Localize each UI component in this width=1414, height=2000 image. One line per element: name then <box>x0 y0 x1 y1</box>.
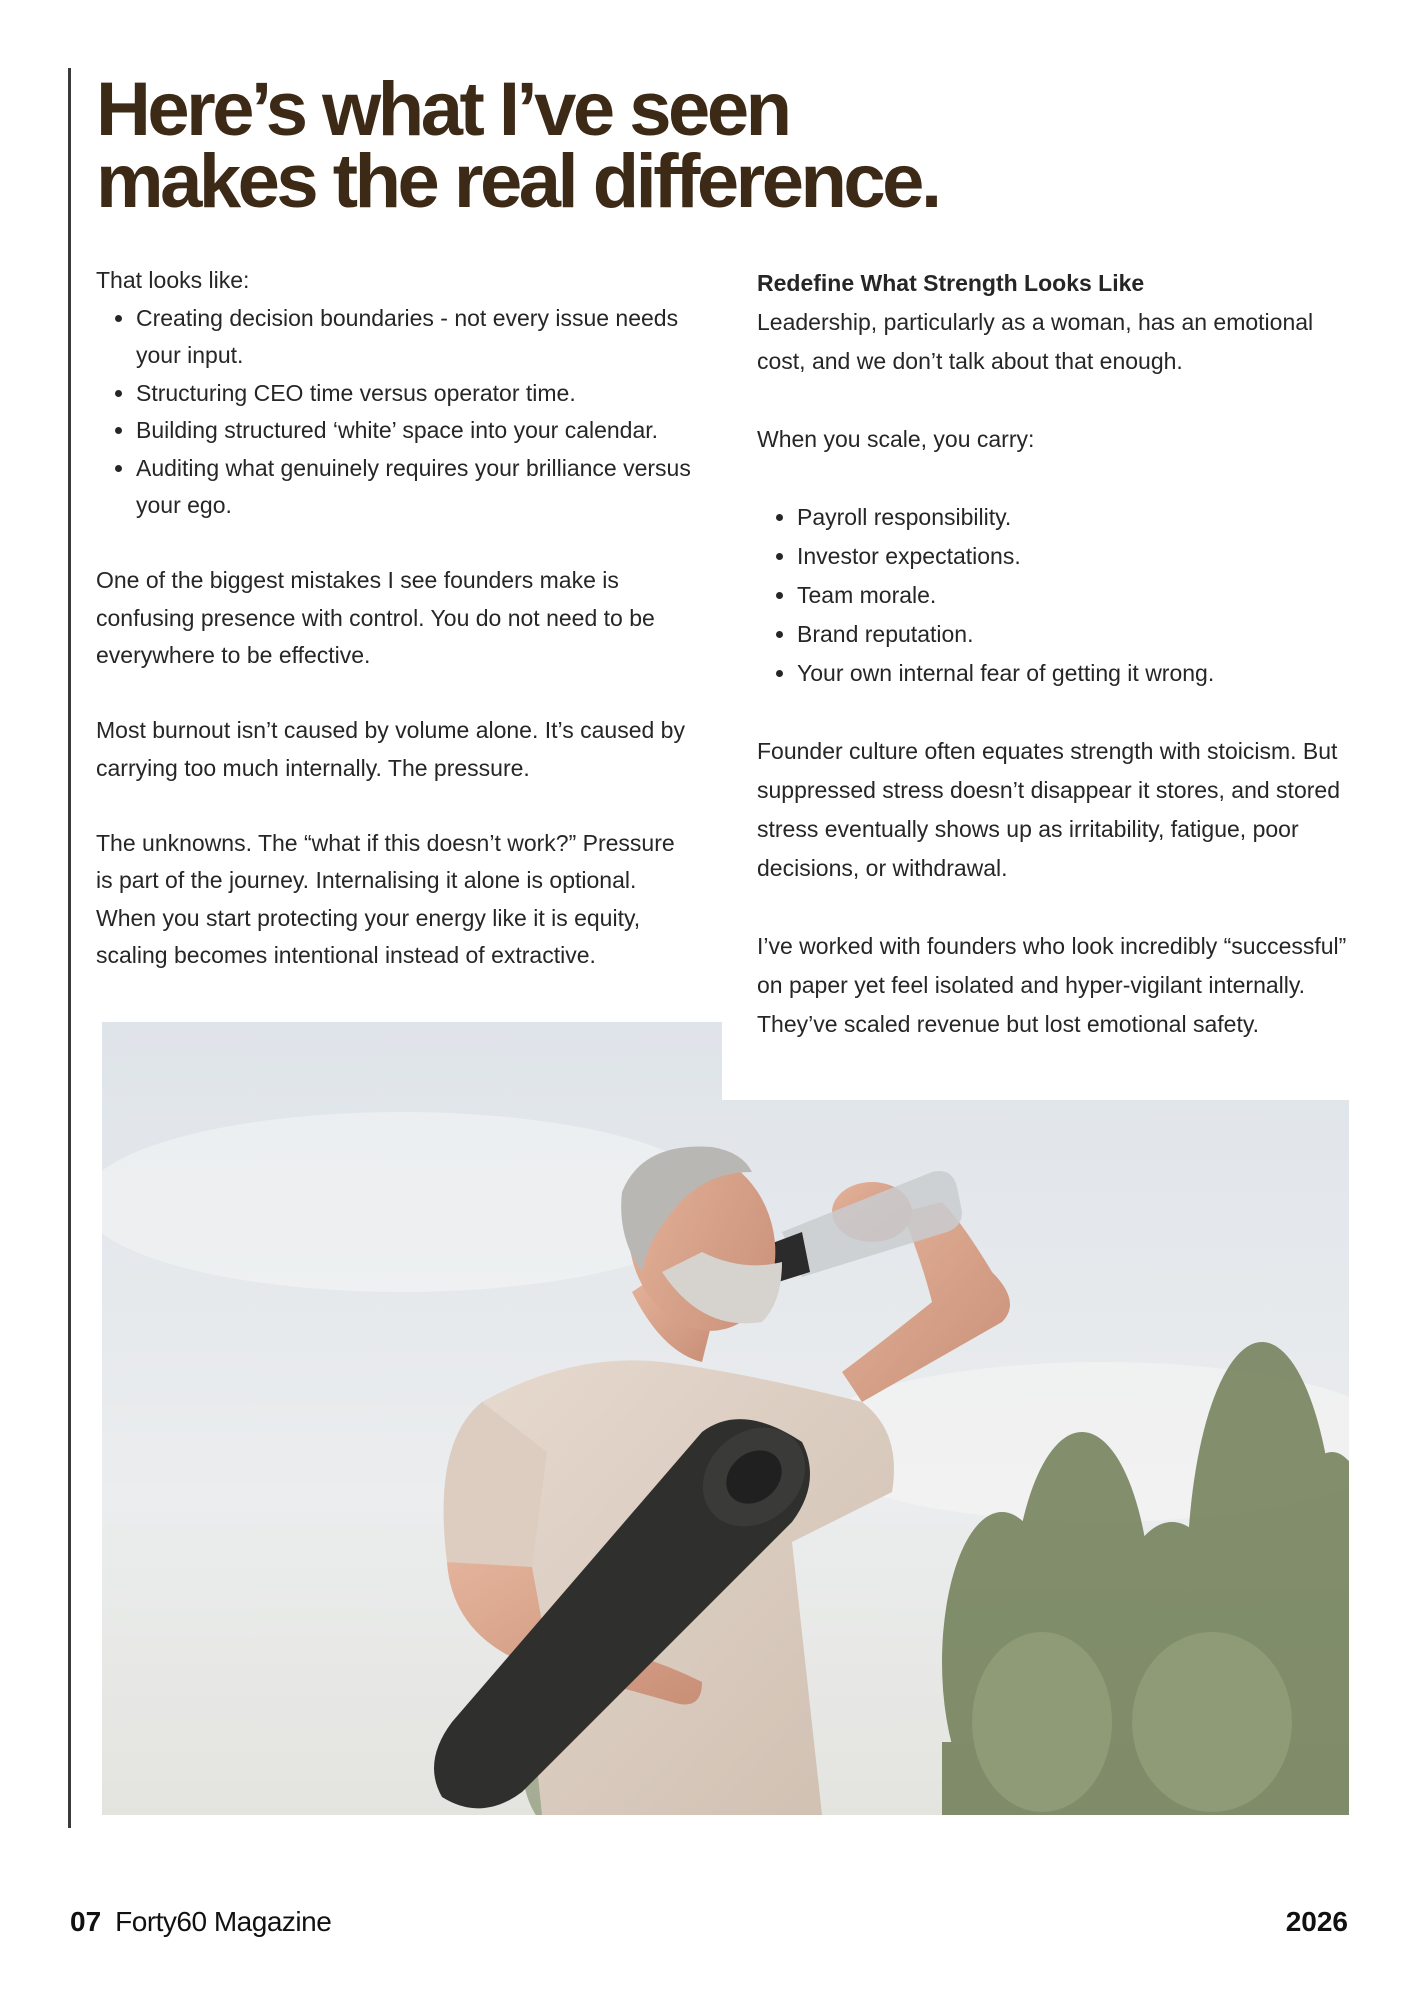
page-number: 07 <box>70 1906 102 1937</box>
list-item: • Payroll responsibility. <box>797 498 1357 537</box>
footer-left <box>70 1906 331 1938</box>
list-item: • Structuring CEO time versus operator time. <box>136 375 696 413</box>
left-column <box>96 262 696 975</box>
page-headline <box>96 67 1296 224</box>
list-item: • Investor expectations. <box>797 537 1357 576</box>
right-paragraph-4: I’ve worked with founders who look incredibly “successful” on paper yet feel isolated and hyper-vigilant internally. They’ve scaled revenue but lost emotional safety. <box>757 933 1347 1037</box>
right-bullet-list <box>757 498 1357 693</box>
photo-man-drinking-water <box>102 1022 1349 1815</box>
right-subheading: Redefine What Strength Looks Like <box>757 270 1145 296</box>
left-bullet-list <box>96 300 696 525</box>
right-paragraph-2: When you scale, you carry: <box>757 426 1035 452</box>
list-item: • Building structured ‘white’ space into your calendar. <box>136 412 696 450</box>
right-paragraph-1: Leadership, particularly as a woman, has an emotional cost, and we don’t talk about that enough. <box>757 309 1314 374</box>
headline-line-2: makes the real difference. <box>96 139 939 224</box>
list-item: • Brand reputation. <box>797 615 1357 654</box>
list-item: • Creating decision boundaries - not every issue needs your input. <box>136 300 696 375</box>
photo-illustration <box>102 1022 1349 1815</box>
footer-year: 2026 <box>1285 1906 1348 1937</box>
left-paragraph-1: One of the biggest mistakes I see founders make is confusing presence with control. You do not need to be everywhere to be effective. <box>96 567 655 668</box>
left-paragraph-2: Most burnout isn’t caused by volume alone. It’s caused by carrying too much internally. The pressure. <box>96 717 685 781</box>
list-item: • Team morale. <box>797 576 1357 615</box>
vertical-rule <box>68 68 71 1828</box>
right-column <box>757 264 1357 1044</box>
left-paragraph-3: The unknowns. The “what if this doesn’t work?” Pressure is part of the journey. Internalising it alone is optional. When you start protecting your energy like it is equity, scaling becomes intentional instead of extractive. <box>96 829 675 968</box>
list-item: • Your own internal fear of getting it wrong. <box>797 654 1357 693</box>
left-intro: That looks like: <box>96 267 250 293</box>
magazine-name: Forty60 Magazine <box>115 1906 332 1937</box>
right-paragraph-3: Founder culture often equates strength with stoicism. But suppressed stress doesn’t disappear it stores, and stored stress eventually shows up as irritability, fatigue, poor decisions, or withdrawal. <box>757 738 1340 881</box>
headline-line-1: Here’s what I’ve seen <box>96 67 789 152</box>
list-item: • Auditing what genuinely requires your brilliance versus your ego. <box>136 450 696 525</box>
